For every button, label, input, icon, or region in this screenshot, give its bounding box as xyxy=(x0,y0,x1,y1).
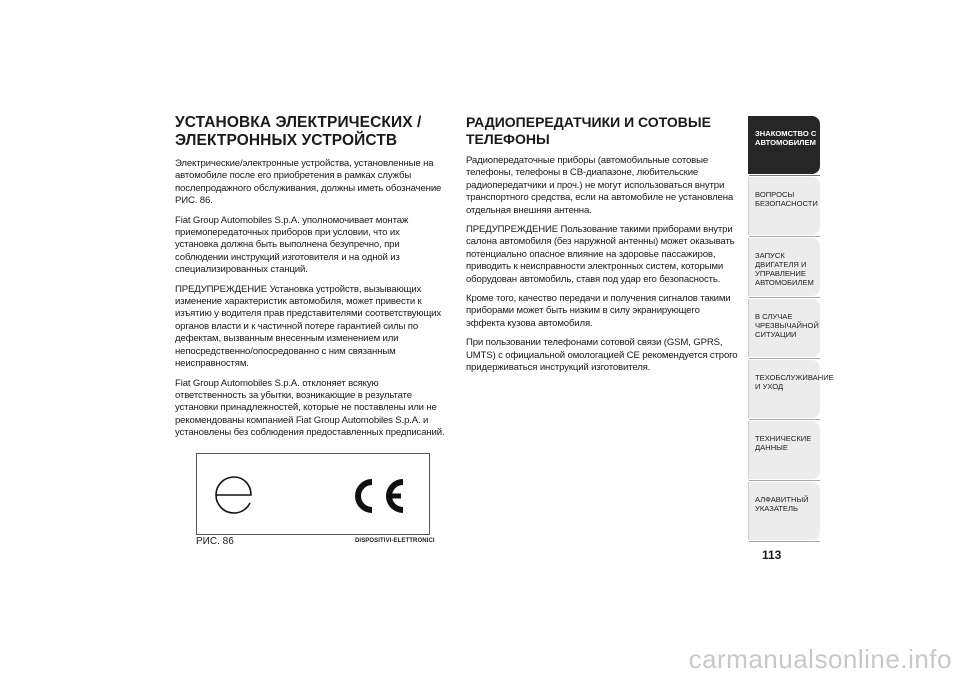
paragraph: Fiat Group Automobiles S.p.A. отклоняет всякую ответственность за убытки, возникающие в результате установки принадлежностей, которые не поставлены или не рекомендованы компанией Fiat Group Automobiles S.p.A. и установлены без соблюдения предоставленных предписаний. xyxy=(175,377,445,439)
paragraph: Кроме того, качество передачи и получения сигналов такими приборами может быть низким в силу экранирующего эффекта кузова автомобиля. xyxy=(466,293,731,329)
warning-paragraph: ПРЕДУПРЕЖДЕНИЕ Установка устройств, вызывающих изменение характеристик автомобиля, может привести к изъятию у водителя прав представителями соответствующих органов власти и к частичной потере гарантией силы по дефектам, вызванным внесенным изменением или непосредственно/опосредованно с ним связанным неисправностям. xyxy=(175,283,442,370)
paragraph: При пользовании телефонами сотовой связи (GSM, GPRS, UMTS) с официальной омологацией CE рекомендуется строго придерживаться инструкций изготовителя. xyxy=(466,337,738,374)
figure-code: DISPOSITIVI-ELETTRONICI xyxy=(355,538,435,544)
ce-mark-icon xyxy=(345,478,407,514)
tab-maintenance[interactable] xyxy=(748,360,834,418)
tab-label: ЗНАКОМСТВО С АВТОМОБИЛЕМ xyxy=(755,129,817,147)
section-title-electrical-devices: УСТАНОВКА ЭЛЕКТРИЧЕСКИХ / ЭЛЕКТРОННЫХ УСТРОЙСТВ xyxy=(175,114,422,149)
tab-label: В СЛУЧАЕ ЧРЕЗВЫЧАЙНОЙ СИТУАЦИИ xyxy=(755,312,819,339)
paragraph: Радиопередаточные приборы (автомобильные сотовые телефоны, телефоны в CB-диапазоне, любительские радиопередатчики и проч.) не могут использоваться внутри транспортного средства, если на автомобиле не установлена отдельная внешняя антенна. xyxy=(466,155,734,216)
tab-safety[interactable] xyxy=(748,177,820,235)
right-column xyxy=(466,114,738,382)
chapter-tabs xyxy=(748,116,834,543)
e-mark-icon xyxy=(211,472,257,518)
section-title-radio-transmitters: РАДИОПЕРЕДАТЧИКИ И СОТОВЫЕ ТЕЛЕФОНЫ xyxy=(466,114,711,147)
tab-index[interactable] xyxy=(748,482,820,540)
tab-label: ТЕХНИЧЕСКИЕ ДАННЫЕ xyxy=(755,434,812,452)
figure-label: РИС. 86 xyxy=(196,536,234,547)
tab-starting-driving[interactable] xyxy=(748,238,820,296)
paragraph: Fiat Group Automobiles S.p.A. уполномочивает монтаж приемопередаточных приборов при условии, что их установка должна быть выполнена безупречно, при соблюдении инструкций изготовителя и на одной из специализированных станций. xyxy=(175,214,409,276)
watermark: carmanualsonline.info xyxy=(688,644,952,674)
tab-label: АЛФАВИТНЫЙ УКАЗАТЕЛЬ xyxy=(755,495,809,513)
tab-emergency[interactable] xyxy=(748,299,820,357)
warning-paragraph: ПРЕДУПРЕЖДЕНИЕ Пользование такими приборами внутри салона автомобиля (без наружной антенны) может оказывать потенциально опасное влияние на здоровье пассажиров, приводить к неисправности электронных систем, которыми оборудован автомобиль, ставя под удар его безопасность. xyxy=(466,224,735,285)
tab-intro[interactable] xyxy=(748,116,820,174)
tab-label: ЗАПУСК ДВИГАТЕЛЯ И УПРАВЛЕНИЕ АВТОМОБИЛЕМ xyxy=(755,251,814,287)
tab-label: ВОПРОСЫ БЕЗОПАСНОСТИ xyxy=(755,190,818,208)
paragraph: Электрические/электронные устройства, установленные на автомобиле после его приобретения в рамках службы послепродажного обслуживания, должны иметь обозначение РИС. 86. xyxy=(175,158,442,207)
figure-86-box xyxy=(196,453,430,535)
tab-label: ТЕХОБСЛУЖИВАНИЕ И УХОД xyxy=(755,373,834,391)
page-number: 113 xyxy=(762,548,782,562)
tab-technical-data[interactable] xyxy=(748,421,820,479)
left-column xyxy=(175,114,445,447)
